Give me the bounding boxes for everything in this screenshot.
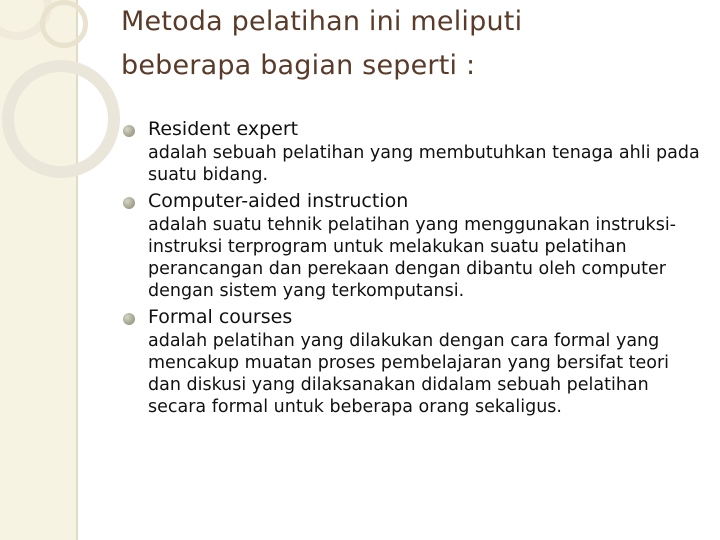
list-item-resident-expert [120, 116, 700, 186]
bullet-list [120, 116, 700, 418]
decorative-circle-large [2, 60, 120, 178]
item-description: adalah suatu tehnik pelatihan yang menggunakan instruksi-instruksi terprogram untuk melakukan suatu pelatihan perancangan dan perekaan dengan dibantu oleh computer dengan sistem yang terkomputansi. [148, 215, 676, 301]
bullet-icon [123, 125, 135, 137]
list-item-computer-aided-instruction [120, 188, 700, 302]
slide-title [121, 0, 681, 88]
bullet-icon [123, 197, 135, 209]
item-title: Resident expert [148, 118, 299, 140]
item-title: Formal courses [148, 306, 293, 328]
list-item-formal-courses [120, 304, 700, 418]
item-title: Computer-aided instruction [148, 190, 409, 212]
slide-title-line-1: Metoda pelatihan ini meliputi [121, 6, 523, 37]
item-description: adalah pelatihan yang dilakukan dengan cara formal yang mencakup muatan proses pembelajaran yang bersifat teori dan diskusi yang dilaksanakan didalam sebuah pelatihan secara formal untuk beberapa orang sekaligus. [148, 331, 670, 417]
slide-title-line-2: beberapa bagian seperti : [121, 50, 476, 81]
decorative-circle-small [40, 0, 88, 48]
item-description: adalah sebuah pelatihan yang membutuhkan tenaga ahli pada suatu bidang. [148, 143, 700, 185]
bullet-icon [123, 313, 135, 325]
